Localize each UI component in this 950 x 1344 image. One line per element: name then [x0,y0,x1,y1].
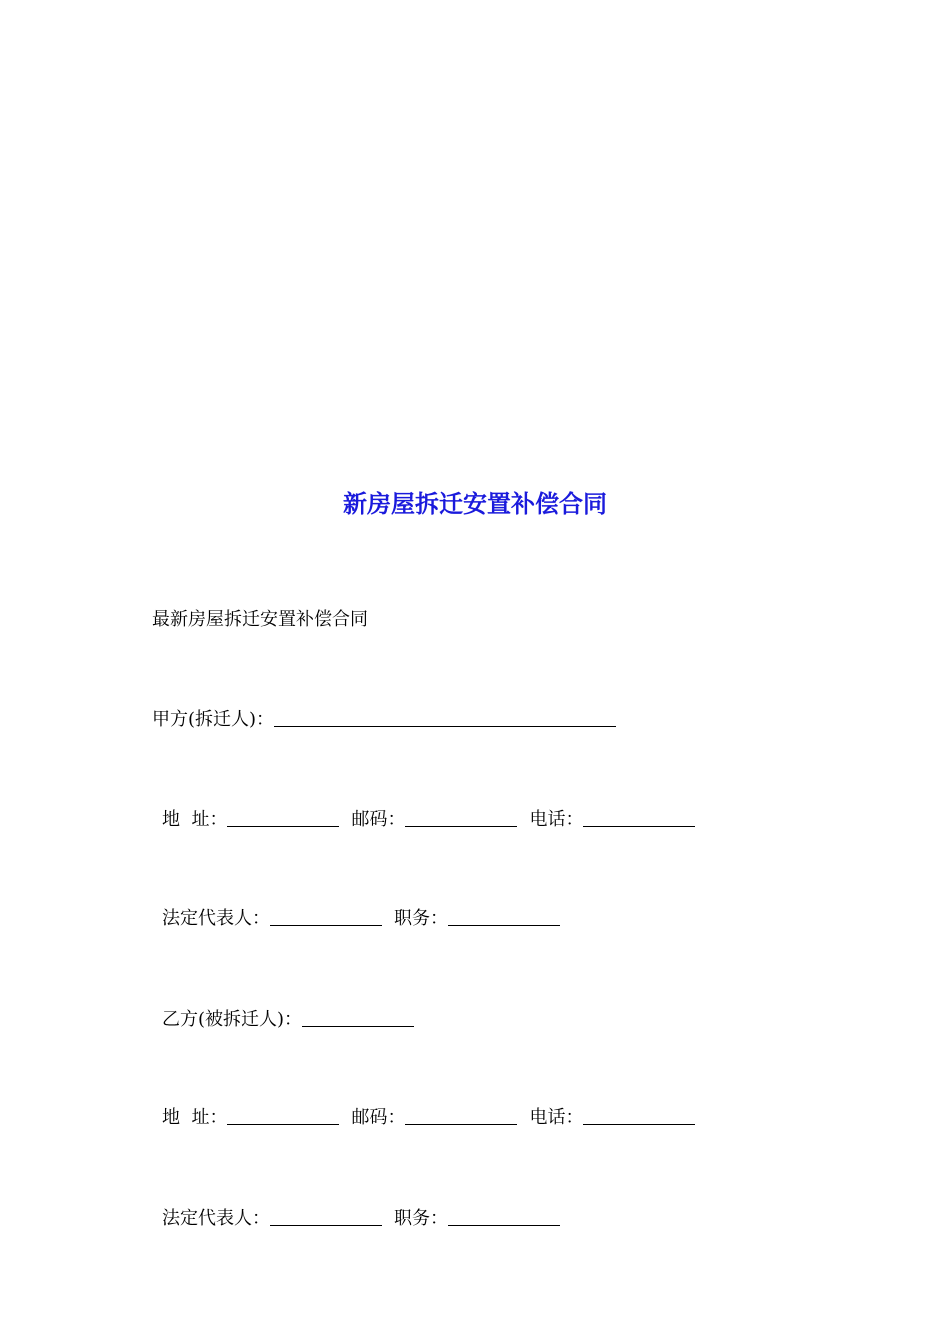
party-b-position-blank [448,1205,560,1226]
party-a-postcode-blank [405,806,517,827]
party-a-rep-line [162,905,560,933]
party-a-address-blank [227,806,339,827]
party-a-phone-blank [583,806,695,827]
party-b-phone-label: 电话： [529,1107,584,1128]
party-b-legal-rep-blank [270,1205,382,1226]
party-a-blank [274,706,616,727]
party-b-blank [302,1006,414,1027]
party-b-legal-rep-label: 法定代表人： [162,1208,270,1229]
party-b-contact-line [162,1104,695,1132]
party-b-position-label: 职务： [394,1208,448,1229]
party-a-postcode-label: 邮码： [351,809,406,830]
document-title: 新房屋拆迁安置补偿合同 [343,489,607,518]
party-a-contact-line [162,806,695,834]
party-b-label: 乙方(被拆迁人)： [162,1009,303,1030]
party-a-position-label: 职务： [394,908,448,929]
party-a-position-blank [448,905,560,926]
party-a-legal-rep-blank [270,905,382,926]
party-a-label: 甲方(拆迁人)： [152,709,275,730]
party-a-phone-label: 电话： [529,809,584,830]
document-subtitle: 最新房屋拆迁安置补偿合同 [152,609,368,630]
party-a-address-label: 地 址： [162,809,228,830]
party-b-postcode-label: 邮码： [351,1107,406,1128]
party-b-address-blank [227,1104,339,1125]
party-a-line [152,706,616,734]
party-b-address-label: 地 址： [162,1107,228,1128]
party-b-postcode-blank [405,1104,517,1125]
party-b-rep-line [162,1205,560,1233]
party-b-line [162,1006,414,1034]
party-b-phone-blank [583,1104,695,1125]
party-a-legal-rep-label: 法定代表人： [162,908,270,929]
